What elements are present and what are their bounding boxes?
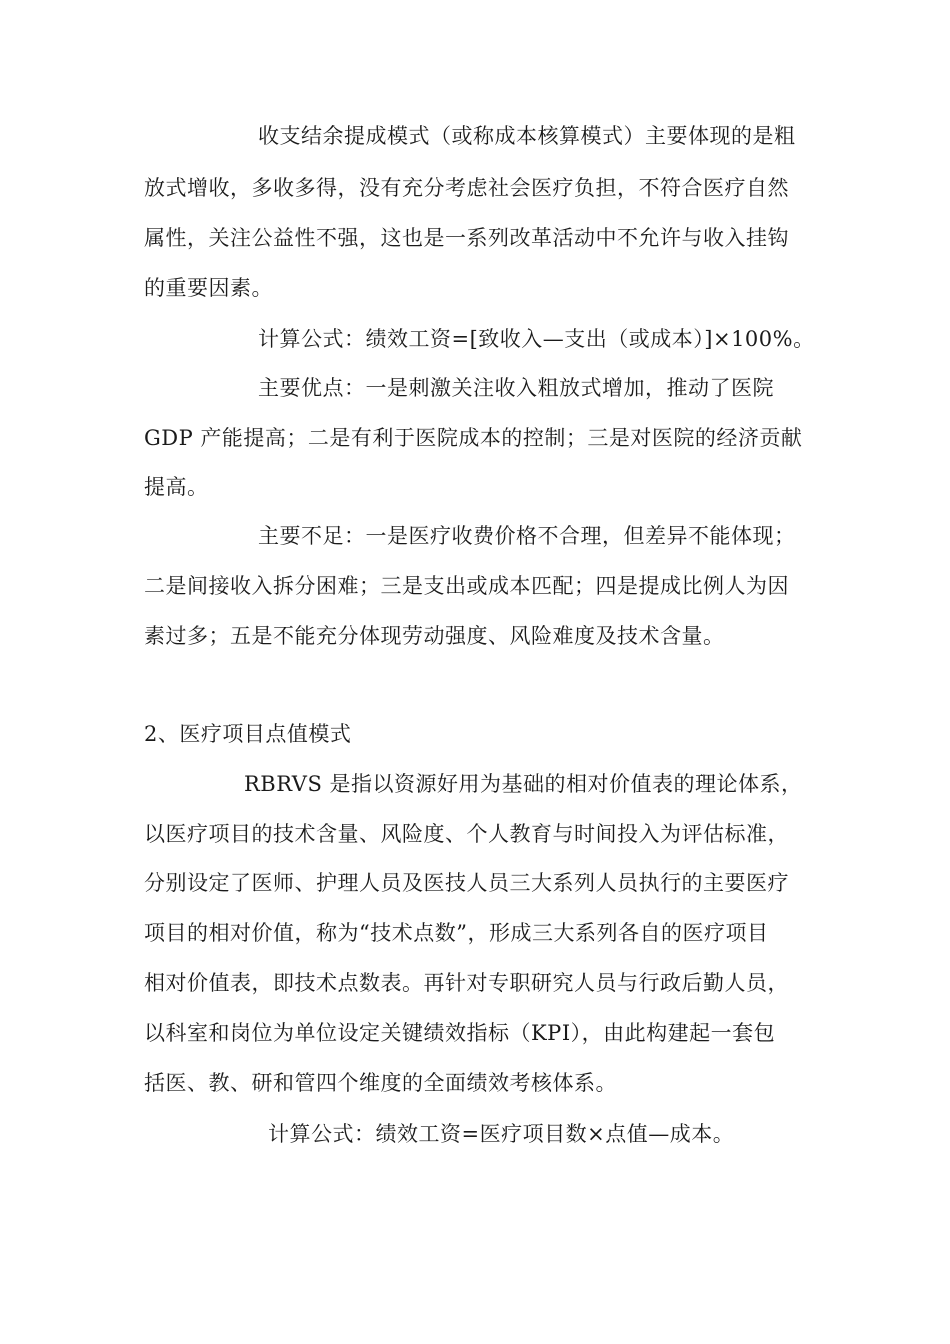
section-2-heading: 2、医疗项目点值模式 [144, 722, 352, 746]
advantages-line-2: GDP 产能提高；二是有利于医院成本的控制；三是对医院的经济贡献 [144, 426, 803, 450]
formula-2: 计算公式：绩效工资=医疗项目数×点值—成本。 [268, 1122, 735, 1146]
paragraph-1-line-4: 的重要因素。 [144, 276, 273, 300]
rbrvs-line-1: RBRVS 是指以资源好用为基础的相对价值表的理论体系， [244, 772, 803, 796]
advantages-line-3: 提高。 [144, 475, 209, 499]
advantages-line-1: 主要优点：一是刺激关注收入粗放式增加，推动了医院 [258, 376, 774, 400]
paragraph-1-line-3: 属性，关注公益性不强，这也是一系列改革活动中不允许与收入挂钩 [144, 226, 789, 250]
disadvantages-line-3: 素过多；五是不能充分体现劳动强度、风险难度及技术含量。 [144, 624, 725, 648]
rbrvs-line-2: 以医疗项目的技术含量、风险度、个人教育与时间投入为评估标准， [144, 822, 789, 846]
disadvantages-line-1: 主要不足：一是医疗收费价格不合理，但差异不能体现； [258, 524, 796, 548]
paragraph-1-line-2: 放式增收，多收多得，没有充分考虑社会医疗负担，不符合医疗自然 [144, 176, 789, 200]
rbrvs-line-6: 以科室和岗位为单位设定关键绩效指标（KPI），由此构建起一套包 [144, 1021, 776, 1045]
formula-1: 计算公式：绩效工资=[致收入—支出（或成本）]×100%。 [258, 327, 815, 351]
rbrvs-line-4: 项目的相对价值，称为“技术点数”，形成三大系列各自的医疗项目 [144, 921, 769, 945]
disadvantages-line-2: 二是间接收入拆分困难；三是支出或成本匹配；四是提成比例人为因 [144, 574, 789, 598]
rbrvs-line-5: 相对价值表，即技术点数表。再针对专职研究人员与行政后勤人员， [144, 971, 789, 995]
rbrvs-line-3: 分别设定了医师、护理人员及医技人员三大系列人员执行的主要医疗 [144, 871, 789, 895]
paragraph-1-line-1: 收支结余提成模式（或称成本核算模式）主要体现的是粗 [258, 124, 796, 148]
rbrvs-line-7: 括医、教、研和管四个维度的全面绩效考核体系。 [144, 1071, 617, 1095]
